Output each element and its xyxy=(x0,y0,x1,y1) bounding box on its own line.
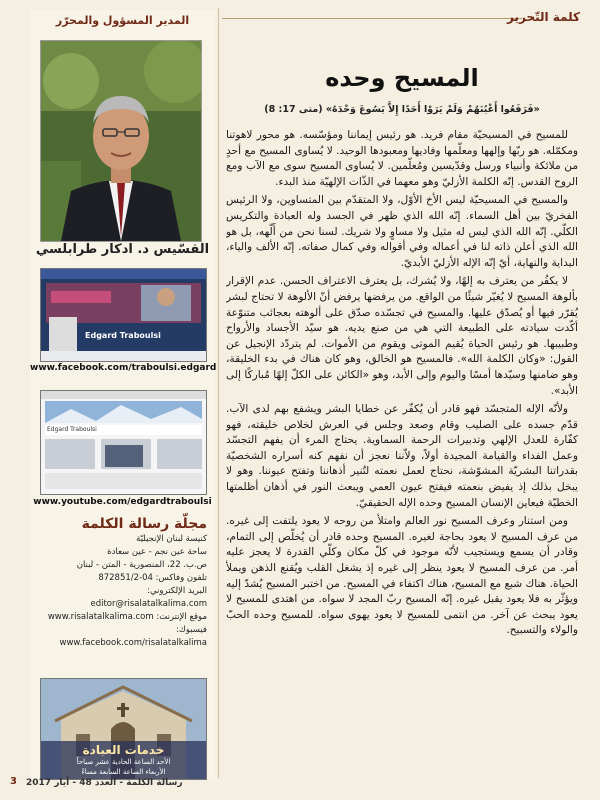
editor-name: القسّيس د. ادكار طرابلسي xyxy=(35,242,210,257)
editor-photo xyxy=(40,40,202,242)
address-line2: ص.ب. 22، المنصورية - المتن - لبنان xyxy=(76,560,207,570)
page-footer: رسالة الكلمة - العدد 48 - أيار 2017 xyxy=(26,778,183,788)
address-line1: ساحة عين نجم - عين سعادة xyxy=(107,547,207,557)
section-rule xyxy=(222,18,522,19)
website-line: موقع الإنترنت: www.risalatalkalima.com xyxy=(47,612,207,622)
screenshot1-label: Edgard Traboulsi xyxy=(85,331,161,340)
phone-line: تلفون وفاكس: 04-872851/2 xyxy=(98,573,207,583)
youtube-url: www.youtube.com/edgardtraboulsi xyxy=(33,497,212,507)
services-box xyxy=(41,741,206,779)
article-title: المسيح وحده xyxy=(325,64,479,92)
magazine-name: مجلّة رسالة الكلمة xyxy=(81,516,207,532)
services-line1: الأحد الساعة الحادية عشر صباحاً xyxy=(76,758,171,766)
page-number: 3 xyxy=(10,776,17,787)
magazine-info xyxy=(30,515,207,650)
paragraph-1: للمسيح في المسيحيّة مقام فريد. هو رئيس إيماننا ومؤسّسه. هو محور لاهوتنا ومكمّله. هو ربّها وإلهها ومعلّمها وفاديها ومعبودها الوحيد. لا يُساوى المسيح مع أحدٍ من ملائكة وأنبياء ورسل وقدّيسين ومُعلّمين. لا يُساوى المسيح سوى مع الآب ومع الروح القدس. إنّه الكلمة الأزليّ وهو معهما في الذّات الإلهيّة منذ البدء. xyxy=(226,129,578,188)
paragraph-5: ومن استنار وعرف المسيح نور العالم وامتلأ من روحه لا يعود يلتفت إلى غيره. من عرف المسيح لا يعود بحاجة لغيره. المسيح وحده قادر أن يُخلّص إلى التمام، وقادر أن يسمع ويستجيب لأنّه موجود في كلّ مكان وكلّي القدرة لا يعجز عليه أمر. من عرف المسيح لا يعود ينظر إلى غيره إذ يشغل القلب ويُقنع الذهن ويملأ الحياة. هناك شبع مع المسيح، هناك اكتفاء في المسيح. من اختبر المسيح يُشدّ إليه ويؤثّر به فلا يعود يقبل غيره. إنّه المسيح ربّ المجد لا سواه. من اهتدى للمسيح لا يعود يبحث عن آخر. من انتمى للمسيح لا يعود يهوى سواه. للمسيح وحده الحبّ والولاء والتسبيح. xyxy=(226,515,578,637)
paragraph-3: لا يكفُر من يعترف به إلهًا، ولا يُشرك، بل يعترف الاعتراف الحسن. عدم الإقرار بألوهة المسيح لا يُغيّر شيئًا من الواقع. من يرفضها يرفض أنّ الألوهة لا تحتاج لبشر يُقرّر فيها أو يُصدّق عليها. والمسيح في تجسّده صدّق على ألوهته بعجائب متنوّعة أكّدت سيادته على الطبيعة التي هي من صنع يديه. هو سيّد الأجساد والأرواح وطبيبها. هو رئيس الحياة يُقيم الموتى ويقوم من الأموات. لم يتردّد الإنجيل عن القول: «وكان الكلمة الله». فالمسيح هو الخالق، وهو كان هناك في بدء الخليقة، وهو ضامنها وسيّدها أمسًا واليوم وإلى الأبد، وهو «الكائن على الكلّ إلهًا مُباركًا إلى الأبد». xyxy=(226,275,578,397)
facebook-line: فيسبوك: www.facebook.com/risalatalkalima xyxy=(59,625,207,648)
article-body xyxy=(226,128,578,768)
facebook-screenshot xyxy=(40,268,207,362)
section-label: كلمة التّحرير xyxy=(507,10,580,24)
editorial-column xyxy=(222,6,582,776)
youtube-screenshot xyxy=(40,390,207,495)
paragraph-2: والمسيح في المسيحيّة ليس الأخ الأوّل، ولا المتقدّم بين المتساوين، ولا الرئيس الفخريّ بين أهل السماء. إنّه الله الذي ظهر في الجسد وله العبادة والتكريس الكلّي. إنّه الله الذي ليس له مثيل ولا مساوٍ ولا شريك. لسنا نحن من أَلّهه، بل هو الله الذي أعلن ذاته لنا في أعماله وفي أقواله وفي كمال صفاته. إنّه الألف والياء، البداية والنهاية، أيّ إنّه الإله الأزليّ الأبديّ. xyxy=(226,194,578,269)
paragraph-4: ولأنّه الإله المتجسّد فهو قادر أن يُكفّر عن خطايا البشر ويشفع بهم لدى الآب. قدّم جسده على الصليب وقام وصعد وجلس في العرش لخلاص خليقته، فهو كفّارة للعدل الإلهي وتدبيرات الرحمة السماوية. يحتاج المرء أن يفهم التجسّد وعمل الفداء والقيامة المجيدة أولاً، ولاّننا نعجز أن نفهم كنه أسراره الشخصيّة بقدراتنا البشريّة المشوّشة، نحتاج لعمل نعمته لتُنير أذهاننا وتفتح عيوننا. وهو لا يبخل بذلك إذ يفيض بنعمته فيفتح عيون العمي ويبعث النور في أذهان أظلمتها الخطيّة فيعاين الإنسان المسيح وحده الإله الحقيقيّ. xyxy=(226,403,578,509)
sidebar-title: المدير المسؤول والمحرّر xyxy=(55,14,190,27)
email-line: البريد الإلكتروني: editor@risalatalkalima.com xyxy=(90,586,207,609)
screenshot2-label: Edgard Traboulsi xyxy=(47,426,97,433)
sidebar xyxy=(30,10,215,780)
church-photo xyxy=(40,678,207,780)
article-verse: «فَرَفَعُوا أَعْيُنَهُمْ وَلَمْ يَرَوْا أَحَدًا إِلاَّ يَسُوعَ وَحْدَهُ» (متى 17: 8) xyxy=(264,104,540,115)
church-name: كنيسة لبنان الإنجيليّة xyxy=(136,534,207,544)
services-line2: الأربعاء الساعة السابعة مساءً xyxy=(81,768,166,776)
services-title: خدمات العبادة xyxy=(82,743,165,757)
facebook-url: www.facebook.com/traboulsi.edgard xyxy=(30,363,217,373)
column-divider xyxy=(218,8,219,778)
